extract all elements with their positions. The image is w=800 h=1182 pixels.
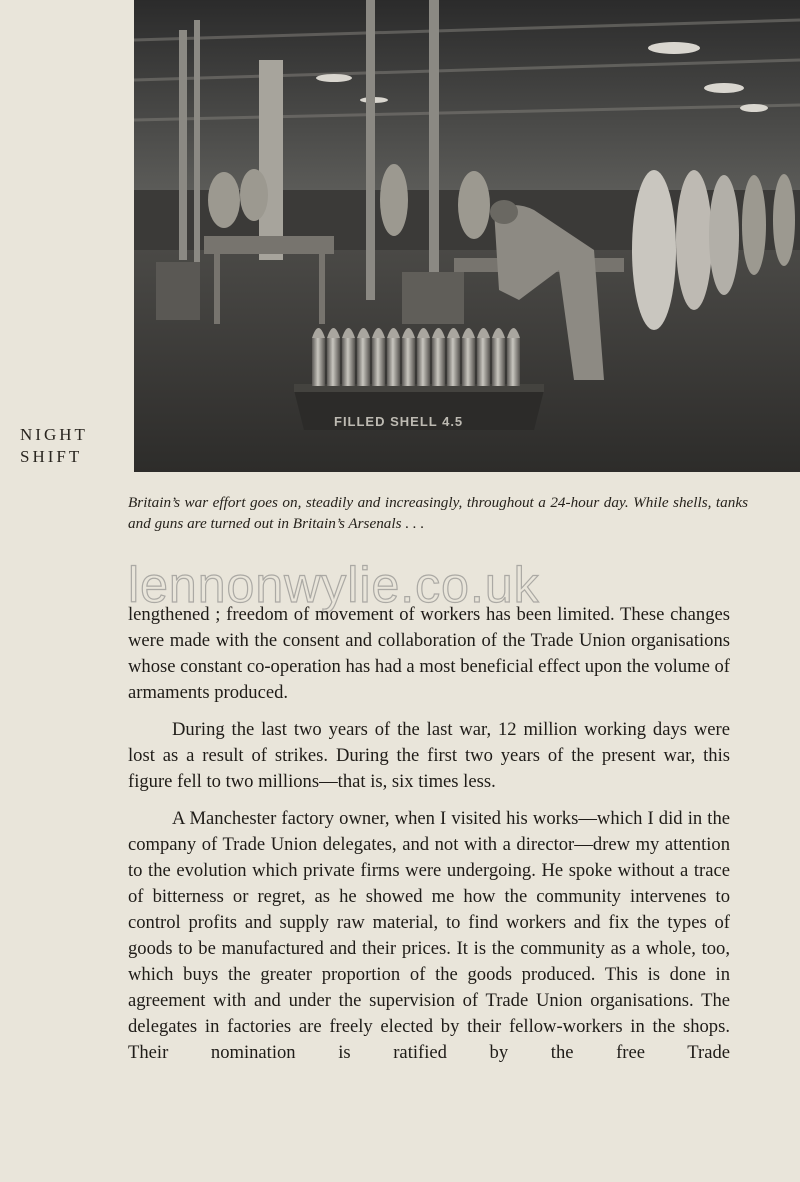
shell-shape — [312, 338, 325, 386]
watermark-text: lennonwylie.co.uk — [128, 557, 540, 613]
shell-shape — [327, 338, 340, 386]
shell-shape — [342, 338, 355, 386]
shell-shape — [462, 338, 475, 386]
side-label-line-1: NIGHT — [20, 425, 88, 444]
shell-shape — [432, 338, 445, 386]
crate-stencil-text: FILLED SHELL 4.5 — [334, 414, 464, 429]
section-side-label — [20, 424, 88, 468]
paragraph-1: lengthened ; freedom of movement of workers has been limited. These changes were made with the consent and collaboration of the Trade Union organisations whose constant co-operation has had a most beneficial effect upon the volume of armaments produced. — [128, 604, 730, 703]
shell-shape — [387, 338, 400, 386]
shell-shape — [402, 338, 415, 386]
shell-shape — [492, 338, 505, 386]
caption-text: Britain’s war effort goes on, steadily and increasingly, throughout a 24-hour day. While shells, tanks and guns are turned out in Britain’s Arsenals . . . — [128, 494, 748, 532]
paragraph-2: During the last two years of the last war, 12 million working days were lost as a result of strikes. During the first two years of the present war, this figure fell to two millions—that is, six times less. — [128, 719, 730, 792]
side-label-line-2: SHIFT — [20, 447, 83, 466]
photo-caption — [128, 492, 748, 534]
shell-shape — [477, 338, 490, 386]
shell-shape — [507, 338, 520, 386]
shell-shape — [447, 338, 460, 386]
shell-shape — [357, 338, 370, 386]
paragraph-3: A Manchester factory owner, when I visited his works—which I did in the company of Trade Union delegates, and not with a director—drew my attention to the evolution which private firms were undergoing. He spoke without a trace of bitterness or regret, as he showed me how the community intervenes to control profits and supply raw material, to find workers and fix the types of goods to be manufactured and their prices. It is the community as a whole, too, which buys the greater proportion of the goods produced. This is done in agreement with and under the supervision of Trade Union organisations. The delegates in factories are freely elected by their fellow-workers in the shops. Their nomination is ratified by the free Trade — [128, 808, 730, 1063]
factory-photo-illustration — [134, 0, 800, 472]
shell-shape — [417, 338, 430, 386]
factory-photograph — [134, 0, 800, 472]
body-text — [128, 602, 730, 1077]
shell-shape — [372, 338, 385, 386]
